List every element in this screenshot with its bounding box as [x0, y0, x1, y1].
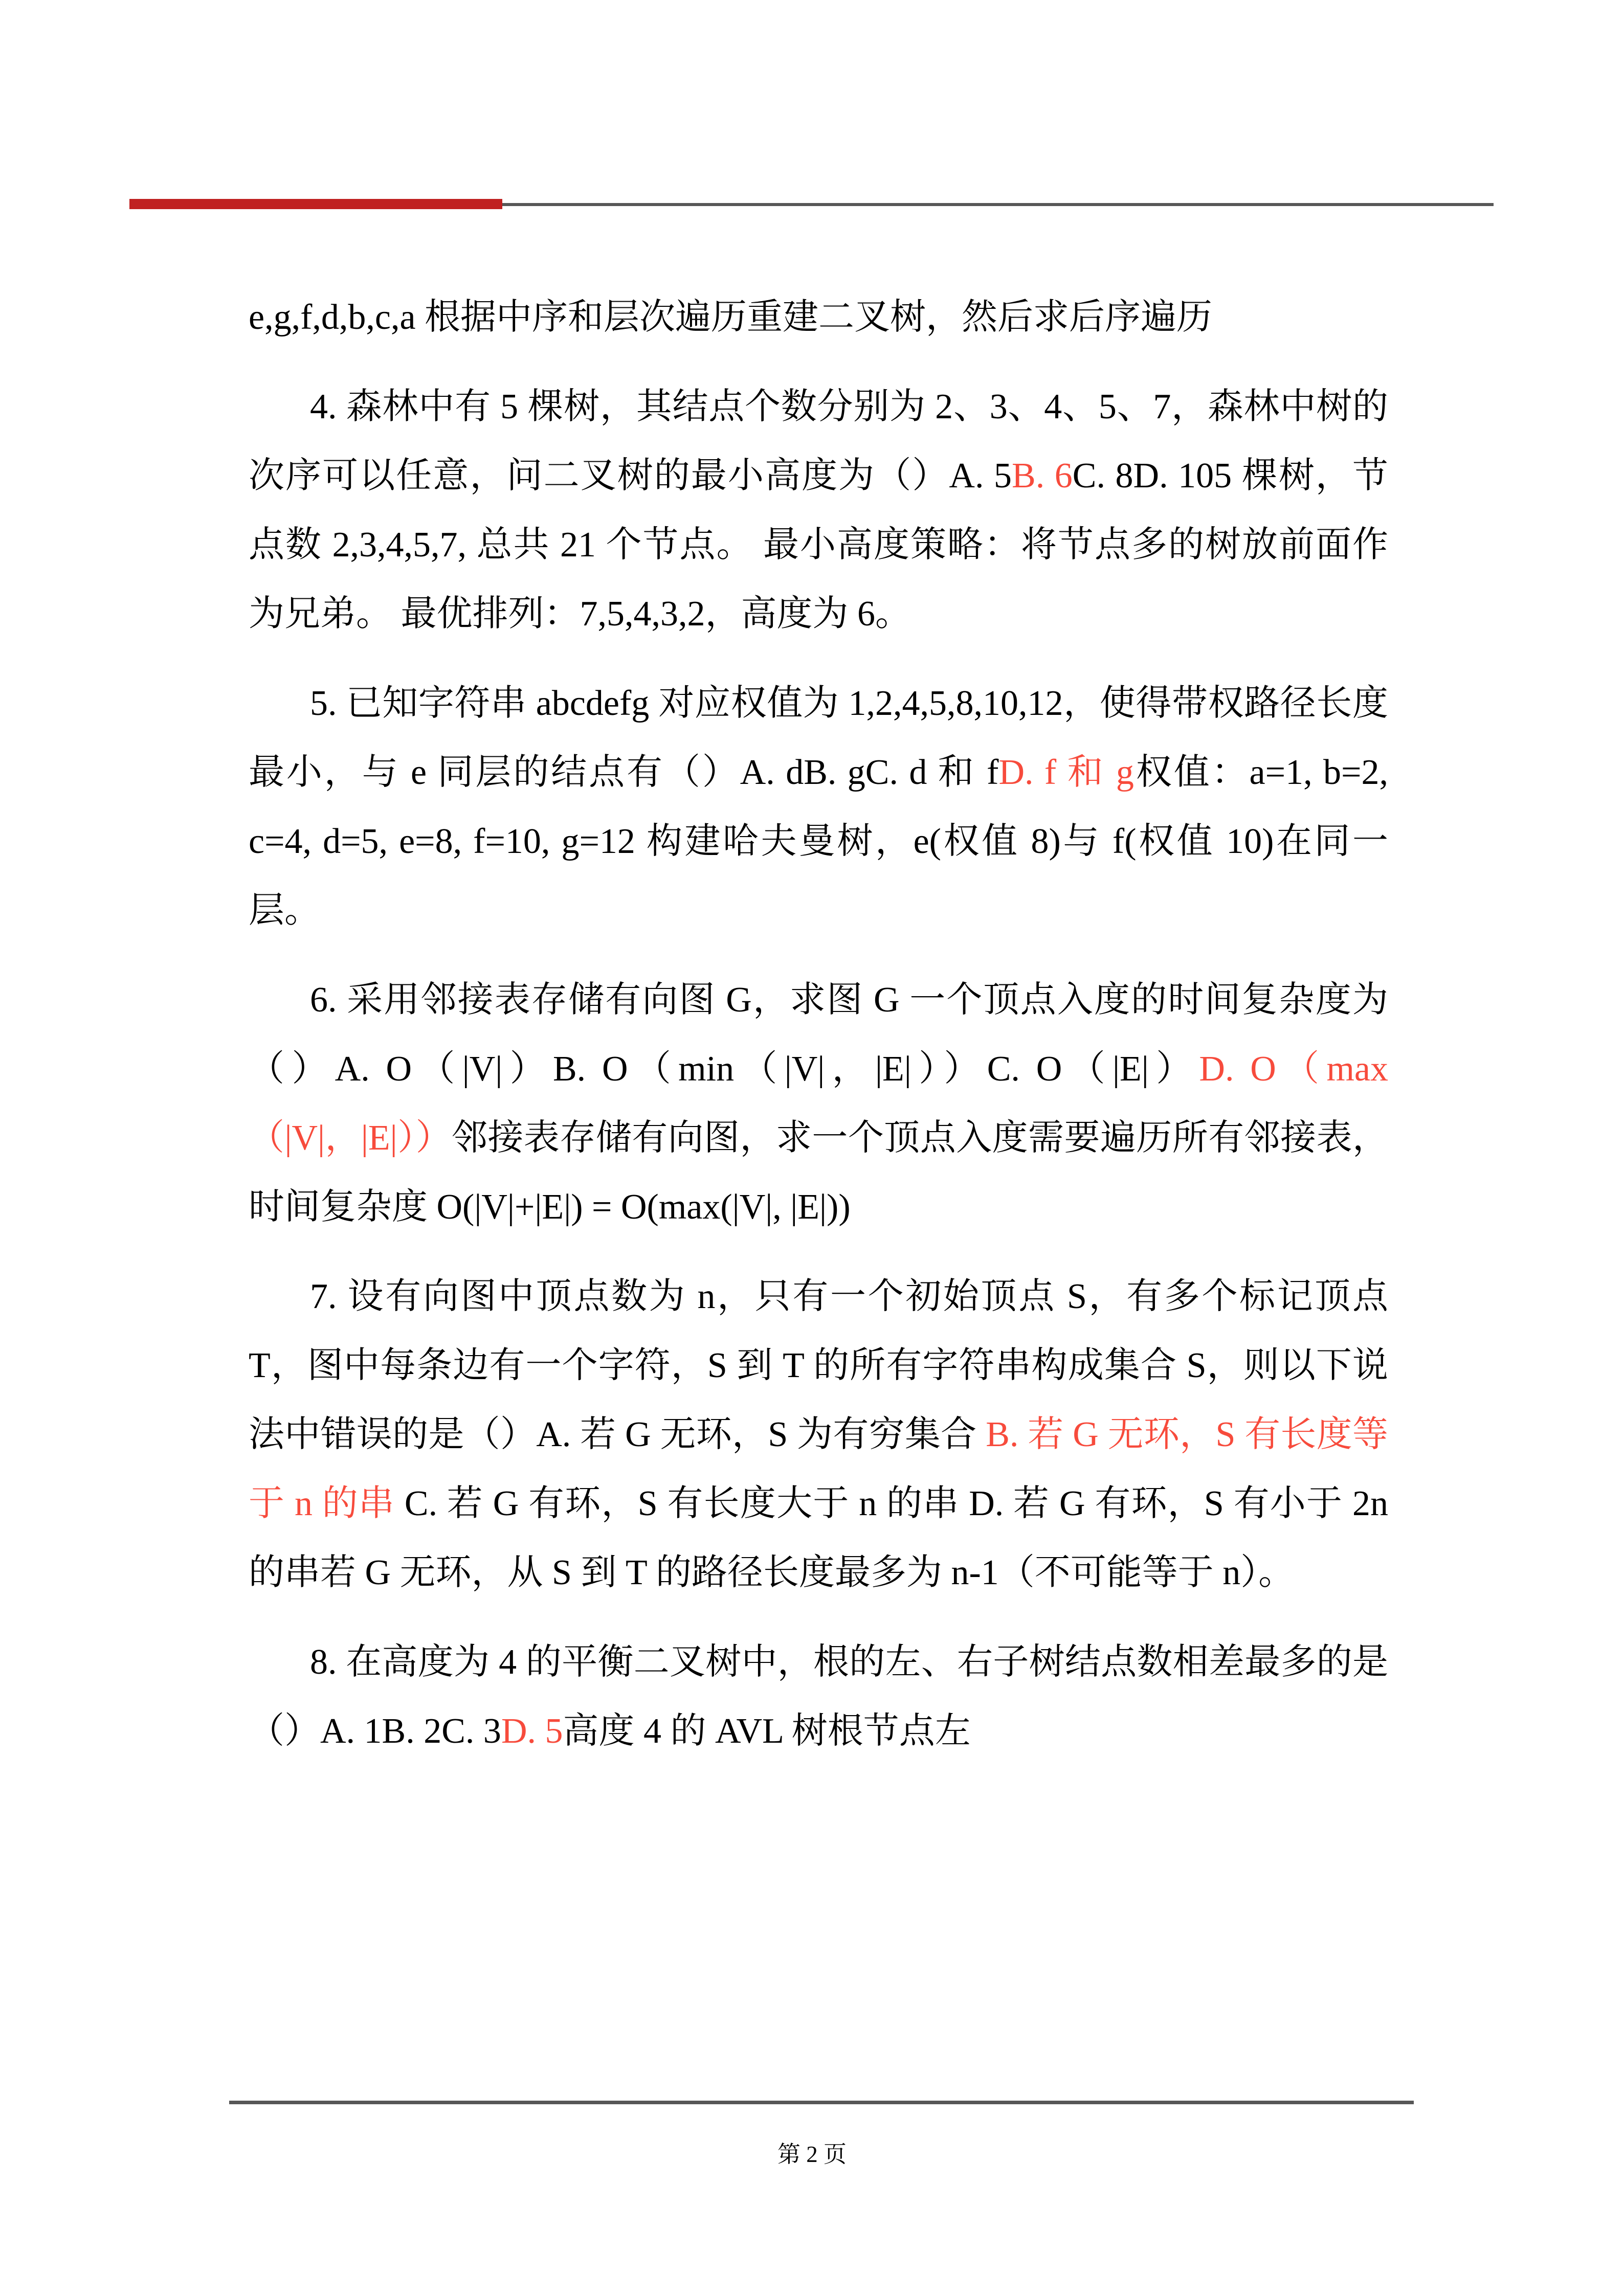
page-footer [0, 2137, 1624, 2171]
page-number: 第 2 页 [777, 2142, 847, 2167]
body-text-run: 邻接表存储有向图，求一个顶点入度需要遍历所有邻接表，时间复杂度 O(|V|+|E|) = O(max(|V|, |E|)) [249, 1118, 1389, 1227]
body-text-run: C. 若 G 有环，S 有长度大于 n 的串 D. 若 G 有环，S 有小于 2n 的串若 G 无环，从 S 到 T 的路径长度最多为 n-1（不可能等于 n）。 [249, 1484, 1388, 1592]
question-8 [249, 1628, 1388, 1766]
header-accent-bar [129, 199, 502, 209]
body-text-run: 4. 森林中有 5 棵树，其结点个数分别为 2、3、4、5、7，森林中树的次序可以任意，问二叉树的最小高度为（）A. 5 [249, 387, 1388, 496]
body-text-run: 高度 4 的 AVL 树根节点左 [563, 1712, 971, 1751]
document-body [249, 283, 1388, 1786]
body-text-run: 5. 已知字符串 abcdefg 对应权值为 1,2,4,5,8,10,12，使得带权路径长度最小，与 e 同层的结点有（）A. dB. gC. d 和 f [249, 684, 1388, 792]
question-3-answer-continuation [249, 283, 1388, 352]
answer-highlight-text: B. 若 G 无环，S 有长度等于 n 的串 [249, 1415, 1388, 1523]
question-7 [249, 1262, 1388, 1607]
body-text-run: C. 8D. 105 棵树，节点数 2,3,4,5,7, 总共 21 个节点。 最小高度策略：将节点多的树放前面作为兄弟。 最优排列：7,5,4,3,2，高度为 6。 [249, 456, 1388, 634]
answer-highlight-text: D. O（max（|V|，|E|）） [249, 1049, 1388, 1158]
header-rule [502, 203, 1494, 206]
body-text-run: 6. 采用邻接表存储有向图 G，求图 G 一个顶点入度的时间复杂度为（）A. O（|V|）B. O（min（|V|，|E|））C. O（|E|） [249, 980, 1388, 1089]
footer-rule [229, 2101, 1414, 2104]
body-text-run: e,g,f,d,b,c,a 根据中序和层次遍历重建二叉树，然后求后序遍历 [249, 298, 1213, 337]
answer-highlight-text: D. f 和 g [998, 753, 1134, 792]
question-4 [249, 372, 1388, 648]
answer-highlight-text: B. 6 [1012, 456, 1073, 496]
answer-highlight-text: D. 5 [501, 1712, 563, 1751]
question-5 [249, 669, 1388, 945]
body-text-run: 8. 在高度为 4 的平衡二叉树中，根的左、右子树结点数相差最多的是（）A. 1B. 2C. 3 [249, 1642, 1388, 1751]
question-6 [249, 965, 1388, 1242]
body-text-run: 权值：a=1, b=2, c=4, d=5, e=8, f=10, g=12 构建哈夫曼树，e(权值 8)与 f(权值 10)在同一层。 [249, 753, 1388, 930]
body-text-run: 7. 设有向图中顶点数为 n，只有一个初始顶点 S，有多个标记顶点 T，图中每条边有一个字符，S 到 T 的所有字符串构成集合 S，则以下说法中错误的是（）A. 若 G 无环，S 为有穷集合 [249, 1277, 1388, 1454]
